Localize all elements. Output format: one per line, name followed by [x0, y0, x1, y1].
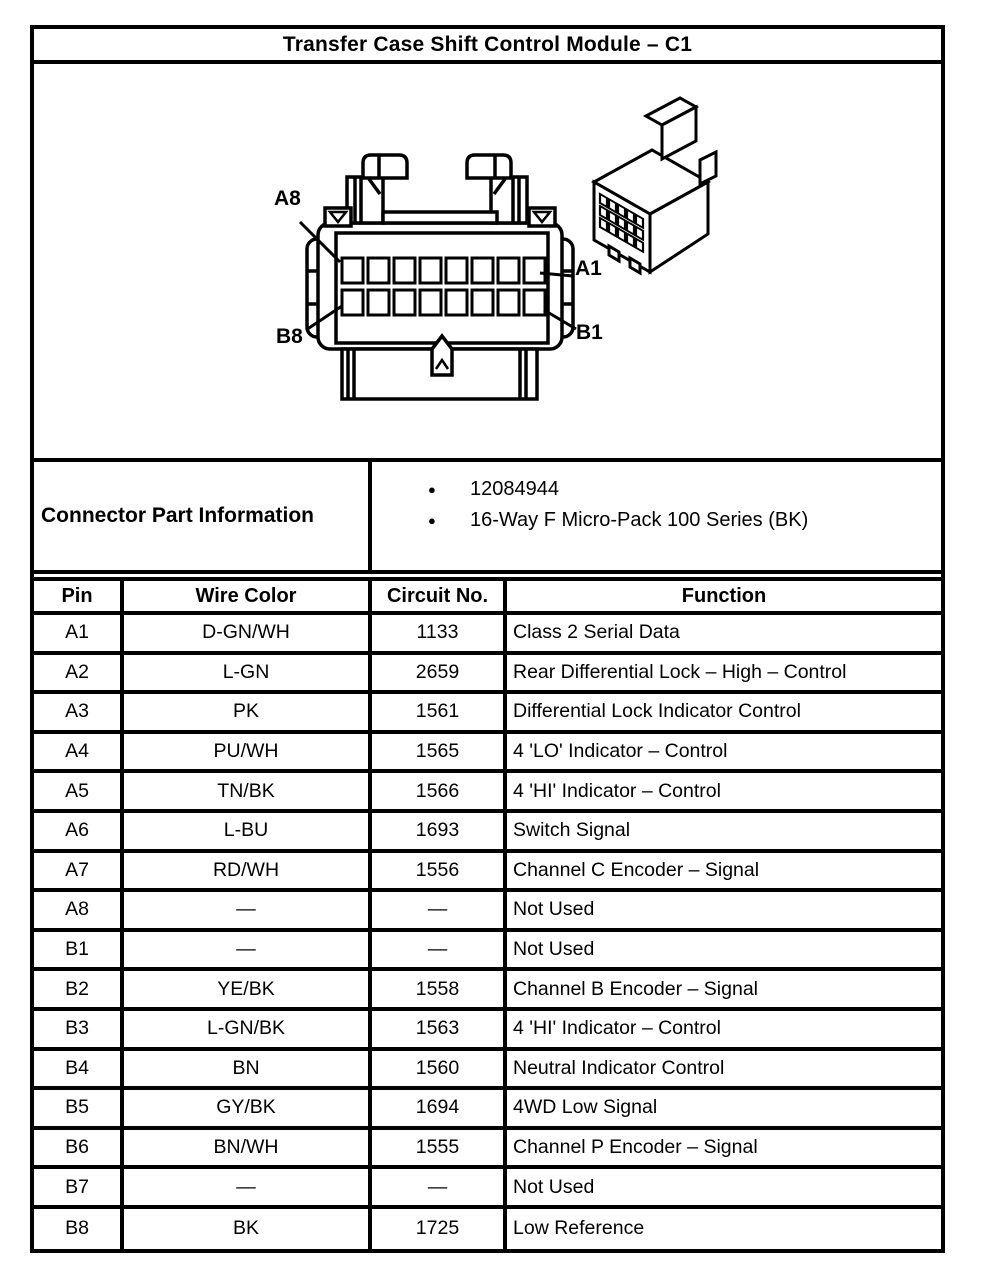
pin-label-a1: A1	[575, 257, 602, 280]
cell-circuit: 1566	[372, 773, 507, 809]
connector-diagram	[34, 64, 941, 462]
cell-function: 4 'HI' Indicator – Control	[513, 779, 721, 802]
cell-pin: A4	[34, 734, 124, 770]
cell-circuit: 1565	[372, 734, 507, 770]
cell-pin: B4	[34, 1051, 124, 1087]
connector-3d-view	[594, 98, 716, 273]
cell-wire: L-BU	[124, 813, 372, 849]
cell-pin: B6	[34, 1130, 124, 1166]
cell-function: Not Used	[513, 938, 595, 961]
cell-function: Not Used	[513, 1175, 595, 1198]
cell-wire: GY/BK	[124, 1090, 372, 1126]
cell-pin: B8	[34, 1209, 124, 1249]
header-function: Function	[681, 584, 767, 607]
cell-function: Channel B Encoder – Signal	[513, 977, 758, 1000]
cell-wire: —	[124, 892, 372, 928]
cell-wire: BN	[124, 1051, 372, 1087]
cell-wire: BK	[124, 1209, 372, 1249]
cell-wire: L-GN	[124, 655, 372, 691]
cell-wire: BN/WH	[124, 1130, 372, 1166]
part-info-item	[372, 507, 941, 534]
header-circuit: Circuit No.	[372, 581, 507, 611]
connector-line-art	[34, 64, 941, 458]
cell-pin: B7	[34, 1169, 124, 1205]
cell-pin: A5	[34, 773, 124, 809]
table-row	[34, 971, 941, 1011]
cell-circuit: 1693	[372, 813, 507, 849]
pin-table-body	[34, 615, 941, 1249]
table-row	[34, 1090, 941, 1130]
table-row	[34, 1051, 941, 1091]
cell-function: Low Reference	[513, 1217, 645, 1240]
pin-label-b8: B8	[276, 325, 303, 348]
cell-function: Channel C Encoder – Signal	[513, 858, 760, 881]
pinout-table-header	[34, 581, 941, 615]
table-row	[34, 734, 941, 774]
table-row	[34, 694, 941, 734]
cell-function: 4WD Low Signal	[513, 1096, 658, 1119]
header-wire: Wire Color	[124, 581, 372, 611]
table-row	[34, 892, 941, 932]
cell-wire: YE/BK	[124, 971, 372, 1007]
cell-circuit: 1555	[372, 1130, 507, 1166]
table-row	[34, 932, 941, 972]
pinout-table	[34, 577, 941, 1249]
cell-circuit: 1725	[372, 1209, 507, 1249]
cell-circuit: 1560	[372, 1051, 507, 1087]
iso-side-latch	[700, 152, 716, 184]
cell-function: Neutral Indicator Control	[513, 1056, 725, 1079]
table-row	[34, 773, 941, 813]
cell-wire: —	[124, 932, 372, 968]
table-row	[34, 1130, 941, 1170]
cell-circuit: 1558	[372, 971, 507, 1007]
page-title: Transfer Case Shift Control Module – C1	[34, 29, 941, 64]
bullet-icon: ●	[428, 513, 436, 528]
cell-wire: L-GN/BK	[124, 1011, 372, 1047]
cell-pin: A1	[34, 615, 124, 651]
cell-pin: A7	[34, 853, 124, 889]
part-info-section	[34, 462, 941, 574]
cell-pin: A6	[34, 813, 124, 849]
cell-function: Switch Signal	[513, 819, 631, 842]
cell-circuit: 1133	[372, 615, 507, 651]
cell-function: Class 2 Serial Data	[513, 621, 680, 644]
cell-circuit: —	[372, 1169, 507, 1205]
cell-circuit: 1556	[372, 853, 507, 889]
cell-wire: PU/WH	[124, 734, 372, 770]
cell-circuit: —	[372, 892, 507, 928]
header-pin: Pin	[34, 581, 124, 611]
cell-wire: PK	[124, 694, 372, 730]
cell-circuit: 1561	[372, 694, 507, 730]
cell-wire: RD/WH	[124, 853, 372, 889]
pin-label-b1: B1	[576, 321, 603, 344]
part-number: 12084944	[470, 478, 559, 500]
table-row	[34, 615, 941, 655]
cell-pin: B5	[34, 1090, 124, 1126]
cell-pin: A8	[34, 892, 124, 928]
cell-pin: B3	[34, 1011, 124, 1047]
cell-function: Not Used	[513, 898, 595, 921]
bullet-icon: ●	[428, 482, 436, 497]
table-row	[34, 1169, 941, 1209]
table-row	[34, 813, 941, 853]
cell-function: Channel P Encoder – Signal	[513, 1136, 758, 1159]
part-info-item	[372, 476, 941, 503]
cell-function: 4 'LO' Indicator – Control	[513, 740, 728, 763]
cell-pin: A2	[34, 655, 124, 691]
part-info-heading: Connector Part Information	[34, 462, 372, 570]
cell-pin: A3	[34, 694, 124, 730]
cell-circuit: —	[372, 932, 507, 968]
cell-circuit: 1563	[372, 1011, 507, 1047]
cell-pin: B1	[34, 932, 124, 968]
pin-label-a8: A8	[274, 187, 301, 210]
cell-wire: TN/BK	[124, 773, 372, 809]
crossbar	[383, 212, 497, 223]
cell-pin: B2	[34, 971, 124, 1007]
cell-wire: —	[124, 1169, 372, 1205]
cell-circuit: 2659	[372, 655, 507, 691]
connector-front-view	[300, 155, 576, 399]
table-row	[34, 1209, 941, 1249]
cell-wire: D-GN/WH	[124, 615, 372, 651]
cell-circuit: 1694	[372, 1090, 507, 1126]
cell-function: Differential Lock Indicator Control	[513, 700, 801, 723]
face	[336, 233, 548, 343]
part-info-values	[372, 462, 941, 570]
table-row	[34, 1011, 941, 1051]
table-row	[34, 655, 941, 695]
table-row	[34, 853, 941, 893]
connector-series: 16-Way F Micro-Pack 100 Series (BK)	[470, 509, 809, 531]
cell-function: 4 'HI' Indicator – Control	[513, 1017, 721, 1040]
connector-sheet	[30, 25, 945, 1253]
cell-function: Rear Differential Lock – High – Control	[513, 660, 847, 683]
